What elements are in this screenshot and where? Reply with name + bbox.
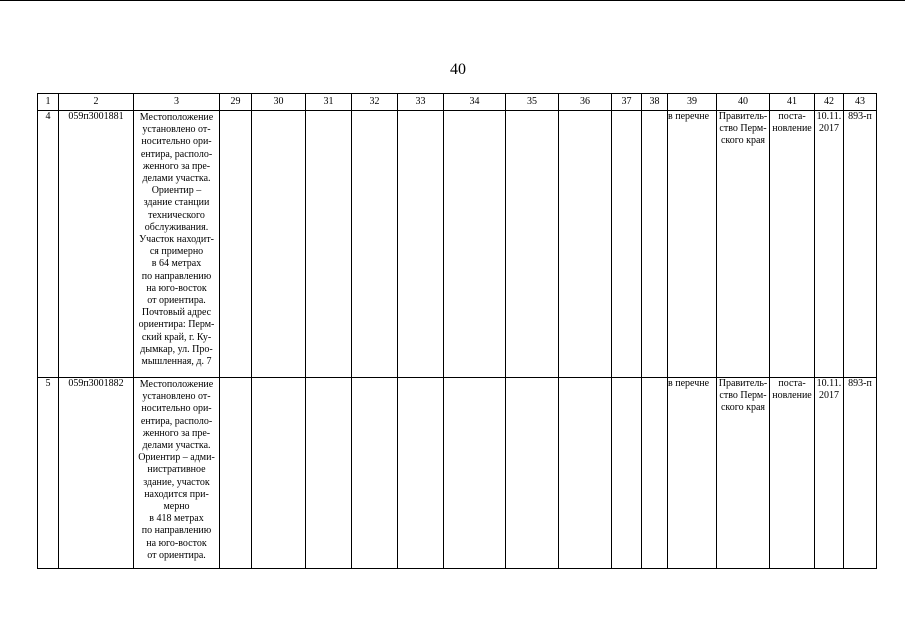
cadastral-code: 059п3001882 [59, 378, 134, 569]
empty-cell [559, 378, 612, 569]
empty-cell [220, 111, 252, 378]
document-date-line: 2017 [819, 390, 839, 402]
header-cell: 34 [444, 94, 506, 111]
list-status [668, 378, 717, 569]
description-line: мышленная, д. 7 [141, 356, 212, 368]
description-line: по направлению [141, 525, 212, 537]
document-type [770, 378, 815, 569]
authority-line: ского края [720, 402, 766, 414]
description-line: ентира, располо- [140, 415, 213, 427]
description-line: дымкар, ул. Про- [140, 343, 213, 355]
table-row [38, 378, 877, 569]
empty-cell [220, 378, 252, 569]
authority-line: ство Перм- [719, 123, 767, 135]
description-line: ентира, располо- [140, 148, 213, 160]
location-description [134, 378, 220, 569]
description-line: Ориентир – адми- [138, 452, 215, 464]
authority-line: ство Перм- [719, 390, 767, 402]
description-line: здание станции [143, 197, 210, 209]
header-cell: 36 [559, 94, 612, 111]
description-line: Ориентир – [151, 185, 202, 197]
table-row [38, 111, 877, 378]
header-cell: 35 [506, 94, 559, 111]
header-cell: 3 [134, 94, 220, 111]
description-line: носительно ори- [141, 136, 212, 148]
header-cell: 30 [252, 94, 306, 111]
description-line: в 418 метрах [149, 513, 204, 525]
description-line: нистративное [147, 464, 206, 476]
document-type [770, 111, 815, 378]
location-description [134, 111, 220, 378]
row-number: 5 [38, 378, 59, 569]
authority-line: Правитель- [718, 111, 768, 122]
description-line: установлено от- [142, 124, 211, 136]
list-status [668, 111, 717, 378]
description-line: Почтовый адрес [141, 307, 212, 319]
page-number: 40 [450, 61, 466, 78]
description-line: здание, участок [143, 476, 210, 488]
row-number: 4 [38, 111, 59, 378]
description-line: женного за пре- [142, 160, 211, 172]
document-date [815, 111, 844, 378]
description-line: по направлению [141, 270, 212, 282]
header-cell: 40 [717, 94, 770, 111]
description-line: Местоположение [139, 379, 214, 390]
header-cell: 42 [815, 94, 844, 111]
top-border-line [0, 0, 905, 1]
empty-cell [444, 111, 506, 378]
document-date [815, 378, 844, 569]
document-date-line: 10.11. [816, 378, 842, 389]
description-line: от ориентира. [147, 549, 206, 561]
description-line: делами участка. [142, 440, 211, 452]
header-cell: 31 [306, 94, 352, 111]
description-line: ориентира: Перм- [138, 319, 215, 331]
header-cell: 43 [844, 94, 877, 111]
description-line: находится при- [144, 488, 209, 500]
header-cell: 29 [220, 94, 252, 111]
header-cell: 33 [398, 94, 444, 111]
empty-cell [306, 111, 352, 378]
issuing-authority [717, 111, 770, 378]
description-line: на юго-восток [146, 282, 207, 294]
register-table [37, 93, 877, 569]
empty-cell [352, 378, 398, 569]
description-line: делами участка. [142, 173, 211, 185]
header-cell: 38 [642, 94, 668, 111]
description-line: от ориентира. [147, 295, 206, 307]
header-cell: 2 [59, 94, 134, 111]
header-cell: 1 [38, 94, 59, 111]
list-status-text: в перечне [668, 378, 710, 389]
empty-cell [252, 378, 306, 569]
description-line: мерно [163, 501, 190, 513]
empty-cell [444, 378, 506, 569]
empty-cell [398, 111, 444, 378]
header-cell: 32 [352, 94, 398, 111]
authority-line: Правитель- [718, 378, 768, 389]
authority-line: ского края [720, 135, 766, 147]
description-line: на юго-восток [146, 537, 207, 549]
empty-cell [612, 111, 642, 378]
empty-cell [612, 378, 642, 569]
description-line: технического [148, 209, 205, 221]
document-type-line: новление [772, 390, 812, 402]
empty-cell [506, 111, 559, 378]
empty-cell [506, 378, 559, 569]
description-line: ский край, г. Ку- [141, 331, 212, 343]
description-line: установлено от- [142, 391, 211, 403]
header-cell: 39 [668, 94, 717, 111]
empty-cell [642, 378, 668, 569]
empty-cell [559, 111, 612, 378]
document-number: 893-п [844, 111, 877, 378]
header-cell: 37 [612, 94, 642, 111]
description-line: обслуживания. [144, 221, 209, 233]
document-date-line: 2017 [819, 123, 839, 135]
list-status-text: в перечне [668, 111, 710, 122]
document-date-line: 10.11. [816, 111, 842, 122]
empty-cell [306, 378, 352, 569]
document-type-line: новление [772, 123, 812, 135]
empty-cell [352, 111, 398, 378]
issuing-authority [717, 378, 770, 569]
description-line: в 64 метрах [151, 258, 202, 270]
document-type-line: поста- [778, 378, 806, 389]
header-row [38, 94, 877, 111]
document-type-line: поста- [778, 111, 806, 122]
empty-cell [398, 378, 444, 569]
document-number: 893-п [844, 378, 877, 569]
empty-cell [642, 111, 668, 378]
description-line: ся примерно [149, 246, 204, 258]
description-line: женного за пре- [142, 427, 211, 439]
header-cell: 41 [770, 94, 815, 111]
description-line: Местоположение [139, 112, 214, 123]
description-line: носительно ори- [141, 403, 212, 415]
empty-cell [252, 111, 306, 378]
cadastral-code: 059п3001881 [59, 111, 134, 378]
description-line: Участок находит- [139, 234, 214, 246]
